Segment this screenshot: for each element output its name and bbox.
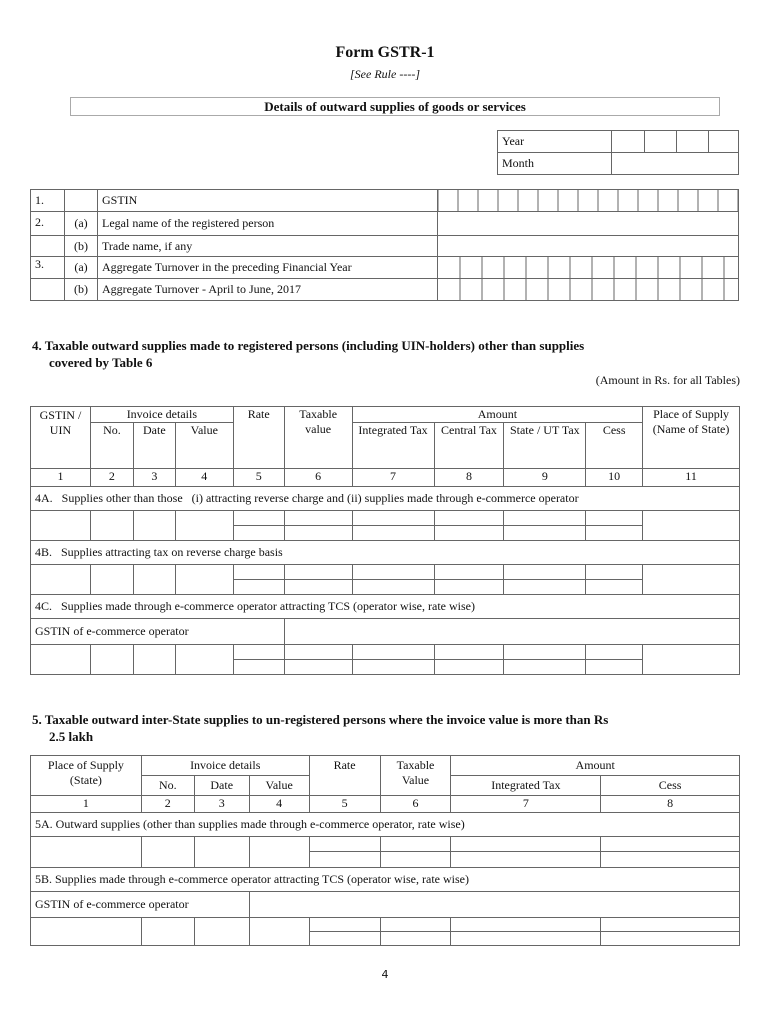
section-5b-label: 5B. Supplies made through e-commerce operator attracting TCS (operator wise, rate wise) bbox=[31, 868, 740, 892]
header-state-ut-tax: State / UT Tax bbox=[504, 423, 586, 469]
ecom-gstin-input[interactable] bbox=[284, 619, 739, 645]
column-number-row bbox=[31, 796, 740, 813]
table-row bbox=[31, 837, 740, 852]
row-label: Trade name, if any bbox=[98, 236, 438, 257]
header-cess: Cess bbox=[586, 423, 643, 469]
header-taxable-value: Taxable value bbox=[284, 407, 352, 469]
header-invoice-details: Invoice details bbox=[141, 756, 309, 776]
row-sub bbox=[65, 190, 98, 212]
row-sub: (a) bbox=[65, 212, 98, 236]
row-number: 3. bbox=[31, 257, 65, 279]
column-number: 3 bbox=[194, 796, 249, 813]
year-label: Year bbox=[498, 131, 612, 153]
page-number: 4 bbox=[381, 968, 389, 981]
column-number: 1 bbox=[31, 796, 142, 813]
row-label: GSTIN bbox=[98, 190, 438, 212]
turnover-apr-jun-input[interactable] bbox=[438, 279, 739, 301]
header-no: No. bbox=[90, 423, 133, 469]
section-4b-label: 4B. Supplies attracting tax on reverse charge basis bbox=[31, 541, 740, 565]
header-rate: Rate bbox=[309, 756, 380, 796]
column-number: 7 bbox=[451, 796, 601, 813]
row-sub: (b) bbox=[65, 236, 98, 257]
row-sub: (b) bbox=[65, 279, 98, 301]
row-number bbox=[31, 236, 65, 257]
header-invoice-details: Invoice details bbox=[90, 407, 233, 423]
section-4c-label: 4C. Supplies made through e-commerce operator attracting TCS (operator wise, rate wise) bbox=[31, 595, 740, 619]
column-number: 8 bbox=[601, 796, 740, 813]
table-row bbox=[31, 918, 740, 932]
column-number-row bbox=[31, 469, 740, 487]
column-number: 10 bbox=[586, 469, 643, 487]
column-number: 1 bbox=[31, 469, 91, 487]
amount-note: (Amount in Rs. for all Tables) bbox=[595, 373, 740, 387]
column-number: 2 bbox=[141, 796, 194, 813]
row-turnover-prev bbox=[31, 257, 739, 279]
ecom-gstin-input[interactable] bbox=[249, 892, 739, 918]
header-amount: Amount bbox=[451, 756, 740, 776]
month-value[interactable] bbox=[611, 153, 738, 175]
header-integrated-tax: Integrated Tax bbox=[352, 423, 434, 469]
column-number: 6 bbox=[284, 469, 352, 487]
row-number: 1. bbox=[31, 190, 65, 212]
header-integrated-tax: Integrated Tax bbox=[451, 776, 601, 796]
row-sub: (a) bbox=[65, 257, 98, 279]
month-label: Month bbox=[498, 153, 612, 175]
column-number: 5 bbox=[233, 469, 284, 487]
ecom-gstin-label: GSTIN of e-commerce operator bbox=[31, 619, 285, 645]
row-label: Legal name of the registered person bbox=[98, 212, 438, 236]
section-5a-label: 5A. Outward supplies (other than supplies made through e-commerce operator, rate wise) bbox=[31, 813, 740, 837]
table4-heading-line1: 4. Taxable outward supplies made to registered persons (including UIN-holders) other than supplies bbox=[32, 338, 585, 353]
row-label: Aggregate Turnover in the preceding Financial Year bbox=[98, 257, 438, 279]
column-number: 4 bbox=[175, 469, 233, 487]
basic-details-table bbox=[30, 189, 739, 301]
row-number bbox=[31, 279, 65, 301]
header-cess: Cess bbox=[601, 776, 740, 796]
ecom-gstin-label: GSTIN of e-commerce operator bbox=[31, 892, 250, 918]
year-value[interactable] bbox=[611, 131, 738, 153]
row-turnover-apr-jun bbox=[31, 279, 739, 301]
column-number: 2 bbox=[90, 469, 133, 487]
row-number: 2. bbox=[31, 212, 65, 236]
table-row bbox=[31, 511, 740, 526]
row-gstin bbox=[31, 190, 739, 212]
details-heading: Details of outward supplies of goods or services bbox=[70, 97, 720, 116]
header-taxable-value: Taxable Value bbox=[380, 756, 451, 796]
table-row bbox=[31, 565, 740, 580]
column-number: 6 bbox=[380, 796, 451, 813]
column-number: 9 bbox=[504, 469, 586, 487]
table4-heading-line2: covered by Table 6 bbox=[49, 355, 153, 370]
form-title: Form GSTR-1 bbox=[335, 44, 435, 61]
section-4a-label: 4A. Supplies other than those (i) attracting reverse charge and (ii) supplies made through e-commerce operator bbox=[31, 487, 740, 511]
table5-heading-line1: 5. Taxable outward inter-State supplies to un-registered persons where the invoice value is more than Rs bbox=[32, 712, 609, 727]
row-label: Aggregate Turnover - April to June, 2017 bbox=[98, 279, 438, 301]
table4 bbox=[30, 406, 740, 675]
header-place-of-supply: Place of Supply (Name of State) bbox=[643, 407, 740, 469]
column-number: 4 bbox=[249, 796, 309, 813]
rule-reference: [See Rule ----] bbox=[350, 67, 420, 81]
header-no: No. bbox=[141, 776, 194, 796]
header-value: Value bbox=[175, 423, 233, 469]
turnover-prev-input[interactable] bbox=[438, 257, 739, 279]
period-table bbox=[497, 130, 739, 175]
row-trade-name bbox=[31, 236, 739, 257]
header-value: Value bbox=[249, 776, 309, 796]
header-date: Date bbox=[194, 776, 249, 796]
trade-name-input[interactable] bbox=[438, 236, 739, 257]
header-gstin-uin: GSTIN / UIN bbox=[31, 407, 91, 469]
column-number: 8 bbox=[434, 469, 504, 487]
legal-name-input[interactable] bbox=[438, 212, 739, 236]
row-legal-name bbox=[31, 212, 739, 236]
table5-heading-line2: 2.5 lakh bbox=[49, 729, 94, 744]
header-amount: Amount bbox=[352, 407, 643, 423]
column-number: 3 bbox=[133, 469, 175, 487]
table5 bbox=[30, 755, 740, 946]
column-number: 11 bbox=[643, 469, 740, 487]
table-row bbox=[31, 645, 740, 660]
gstin-input[interactable] bbox=[438, 190, 739, 212]
header-central-tax: Central Tax bbox=[434, 423, 504, 469]
column-number: 5 bbox=[309, 796, 380, 813]
header-rate: Rate bbox=[233, 407, 284, 469]
header-date: Date bbox=[133, 423, 175, 469]
column-number: 7 bbox=[352, 469, 434, 487]
header-place-of-supply: Place of Supply (State) bbox=[31, 756, 142, 796]
